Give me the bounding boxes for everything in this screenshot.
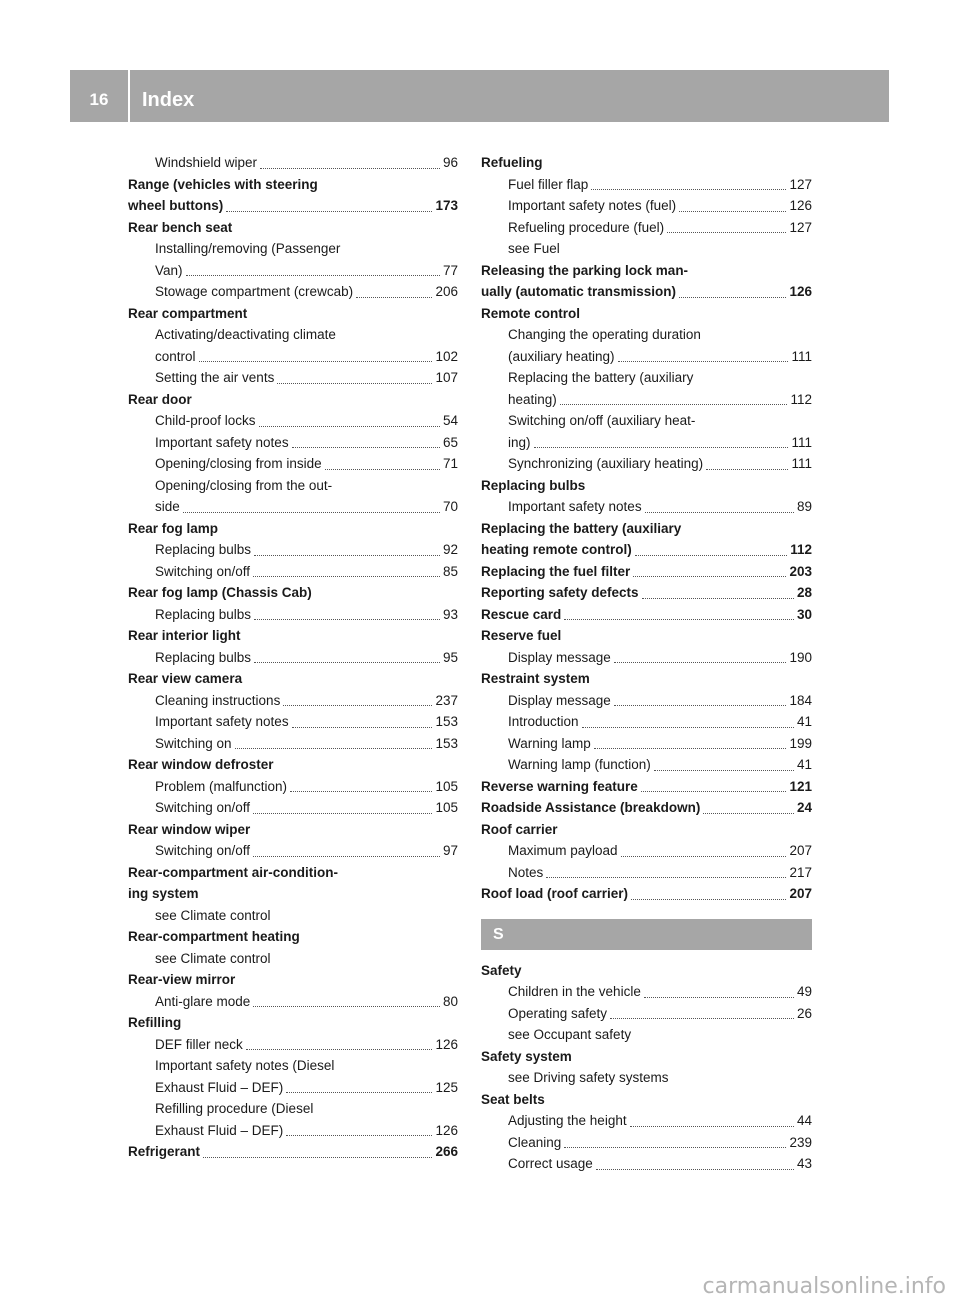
index-heading-entry bbox=[481, 819, 812, 841]
entry-text: Refilling bbox=[128, 1015, 182, 1030]
entry-text: Display message bbox=[508, 692, 611, 708]
dot-leader bbox=[199, 361, 433, 362]
index-heading-entry bbox=[128, 883, 458, 905]
index-sub-entry bbox=[128, 238, 458, 260]
entry-text: Rear-compartment heating bbox=[128, 929, 300, 944]
entry-text: Switching on/off (auxiliary heat- bbox=[508, 413, 696, 428]
entry-text: Adjusting the height bbox=[508, 1113, 627, 1128]
dot-leader bbox=[621, 856, 787, 857]
index-sub-entry[interactable] bbox=[128, 1034, 458, 1056]
entry-page-number[interactable]: 206 bbox=[435, 284, 458, 299]
entry-page-number[interactable]: 54 bbox=[442, 413, 458, 428]
index-sub-entry bbox=[481, 410, 812, 432]
dot-leader bbox=[645, 512, 794, 513]
entry-text: Reporting safety defects bbox=[481, 585, 639, 600]
index-sub-entry[interactable] bbox=[128, 496, 458, 518]
index-sub-entry[interactable] bbox=[481, 840, 812, 862]
entry-text: Switching on bbox=[155, 735, 232, 751]
index-heading-entry[interactable] bbox=[481, 582, 812, 604]
entry-text: wheel buttons) bbox=[128, 198, 224, 213]
entry-page-number[interactable]: 41 bbox=[796, 714, 812, 729]
dot-leader bbox=[277, 383, 432, 384]
entry-text: Van) bbox=[155, 262, 183, 278]
entry-text: Operating safety bbox=[508, 1005, 608, 1021]
entry-text: Correct usage bbox=[508, 1156, 593, 1171]
dot-leader bbox=[235, 748, 433, 749]
entry-text: Windshield wiper bbox=[155, 155, 258, 170]
entry-text: see Driving safety systems bbox=[508, 1070, 669, 1085]
index-sub-entry bbox=[481, 1067, 812, 1089]
dot-leader bbox=[203, 1157, 432, 1158]
entry-text: Rear bench seat bbox=[128, 219, 233, 235]
index-heading-entry bbox=[128, 582, 458, 604]
index-sub-entry bbox=[128, 324, 458, 346]
entry-page-number[interactable]: 127 bbox=[789, 219, 812, 235]
dot-leader bbox=[186, 275, 440, 276]
dot-leader bbox=[253, 856, 440, 857]
entry-text: Rear interior light bbox=[128, 628, 241, 643]
entry-text: Activating/deactivating climate bbox=[155, 327, 336, 342]
dot-leader bbox=[667, 232, 786, 233]
entry-page-number[interactable]: 96 bbox=[442, 155, 458, 170]
entry-text: Replacing the battery (auxiliary bbox=[481, 520, 682, 536]
entry-text: Rear window wiper bbox=[128, 821, 251, 837]
index-heading-entry bbox=[481, 152, 812, 174]
index-sub-entry bbox=[128, 948, 458, 970]
dot-leader bbox=[654, 770, 794, 771]
index-sub-entry[interactable] bbox=[128, 840, 458, 862]
entry-page-number[interactable]: 207 bbox=[789, 843, 812, 858]
dot-leader bbox=[703, 813, 794, 814]
entry-text: Seat belts bbox=[481, 1091, 545, 1107]
entry-page-number[interactable]: 153 bbox=[435, 714, 458, 729]
dot-leader bbox=[618, 361, 789, 362]
index-column-right bbox=[481, 152, 812, 1175]
index-heading-entry bbox=[128, 217, 458, 239]
dot-leader bbox=[635, 555, 787, 556]
dot-leader bbox=[560, 404, 788, 405]
index-sub-entry[interactable] bbox=[481, 647, 812, 669]
index-sub-entry[interactable] bbox=[128, 410, 458, 432]
index-sub-entry[interactable] bbox=[481, 754, 812, 776]
dot-leader bbox=[253, 576, 440, 577]
entry-page-number[interactable]: 121 bbox=[789, 778, 812, 794]
entry-page-number[interactable]: 266 bbox=[435, 1144, 458, 1159]
dot-leader bbox=[633, 576, 786, 577]
entry-page-number[interactable]: 207 bbox=[789, 886, 812, 901]
dot-leader bbox=[253, 1006, 440, 1007]
entry-text: ually (automatic transmission) bbox=[481, 284, 677, 299]
entry-text: Opening/closing from inside bbox=[155, 456, 322, 471]
index-sub-entry bbox=[481, 1024, 812, 1046]
index-heading-entry bbox=[481, 1089, 812, 1111]
section-title: Index bbox=[142, 89, 195, 111]
index-sub-entry[interactable] bbox=[481, 1132, 812, 1154]
entry-page-number[interactable]: 126 bbox=[435, 1036, 458, 1052]
index-sub-entry bbox=[128, 1055, 458, 1077]
entry-page-number[interactable]: 41 bbox=[796, 757, 812, 772]
entry-page-number[interactable]: 126 bbox=[789, 198, 812, 213]
index-heading-entry bbox=[128, 174, 458, 196]
index-sub-entry[interactable] bbox=[481, 690, 812, 712]
index-sub-entry bbox=[481, 238, 812, 260]
entry-text: Exhaust Fluid – DEF) bbox=[155, 1122, 284, 1138]
index-sub-entry[interactable] bbox=[128, 152, 458, 174]
index-sub-entry[interactable] bbox=[128, 260, 458, 282]
entry-text: Replacing bulbs bbox=[481, 477, 586, 493]
entry-page-number[interactable]: 125 bbox=[435, 1079, 458, 1095]
index-letter-heading: S bbox=[481, 919, 812, 950]
entry-page-number[interactable]: 126 bbox=[435, 1122, 458, 1138]
entry-text: Range (vehicles with steering bbox=[128, 176, 318, 192]
entry-text: Replacing the battery (auxiliary bbox=[508, 370, 694, 385]
index-sub-entry[interactable] bbox=[481, 981, 812, 1003]
index-heading-entry bbox=[128, 1012, 458, 1034]
index-sub-entry bbox=[128, 905, 458, 927]
watermark: carmanualsonline.info bbox=[702, 1274, 946, 1299]
entry-text: Rear door bbox=[128, 391, 192, 407]
entry-text: Rear fog lamp (Chassis Cab) bbox=[128, 585, 312, 600]
entry-page-number[interactable]: 80 bbox=[442, 993, 458, 1009]
entry-text: Safety bbox=[481, 962, 522, 978]
dot-leader bbox=[254, 555, 440, 556]
dot-leader bbox=[582, 727, 794, 728]
index-sub-entry bbox=[128, 475, 458, 497]
entry-page-number[interactable]: 239 bbox=[789, 1134, 812, 1150]
entry-text: Remote control bbox=[481, 305, 581, 321]
entry-text: Cleaning instructions bbox=[155, 692, 281, 708]
entry-text: Maximum payload bbox=[508, 843, 618, 858]
entry-text: Restraint system bbox=[481, 671, 590, 686]
dot-leader bbox=[706, 469, 788, 470]
dot-leader bbox=[614, 705, 787, 706]
dot-leader bbox=[610, 1018, 794, 1019]
entry-text: Fuel filler flap bbox=[508, 176, 589, 192]
dot-leader bbox=[534, 447, 789, 448]
entry-page-number[interactable]: 111 bbox=[791, 456, 812, 471]
entry-page-number[interactable]: 112 bbox=[790, 391, 812, 407]
dot-leader bbox=[286, 1092, 432, 1093]
entry-page-number[interactable]: 217 bbox=[789, 864, 812, 880]
index-sub-entry[interactable] bbox=[481, 711, 812, 733]
index-sub-entry[interactable] bbox=[128, 346, 458, 368]
index-sub-entry[interactable] bbox=[128, 561, 458, 583]
dot-leader bbox=[290, 791, 432, 792]
index-column-left bbox=[128, 152, 458, 1163]
entry-text: Reverse warning feature bbox=[481, 778, 638, 794]
index-heading-entry bbox=[481, 960, 812, 982]
entry-text: Replacing bulbs bbox=[155, 606, 252, 622]
index-sub-entry[interactable] bbox=[128, 367, 458, 389]
entry-text: Important safety notes (fuel) bbox=[508, 198, 677, 213]
index-sub-entry[interactable] bbox=[481, 496, 812, 518]
entry-text: Refilling procedure (Diesel bbox=[155, 1101, 314, 1116]
dot-leader bbox=[641, 791, 787, 792]
index-sub-entry[interactable] bbox=[481, 217, 812, 239]
entry-text: Switching on/off bbox=[155, 800, 251, 815]
entry-text: Warning lamp bbox=[508, 735, 591, 751]
dot-leader bbox=[226, 211, 432, 212]
dot-leader bbox=[644, 997, 794, 998]
entry-text: Rear-compartment air-condition- bbox=[128, 864, 339, 880]
index-heading-entry[interactable] bbox=[481, 604, 812, 626]
entry-text: Replacing bulbs bbox=[155, 542, 252, 557]
entry-text: Roof carrier bbox=[481, 821, 558, 837]
index-heading-entry bbox=[481, 303, 812, 325]
entry-page-number[interactable]: 127 bbox=[789, 176, 812, 192]
index-sub-entry[interactable] bbox=[481, 862, 812, 884]
dot-leader bbox=[356, 297, 432, 298]
entry-text: Safety system bbox=[481, 1048, 572, 1064]
index-sub-entry[interactable] bbox=[128, 432, 458, 454]
index-sub-entry[interactable] bbox=[481, 453, 812, 475]
entry-page-number[interactable]: 105 bbox=[435, 800, 458, 815]
entry-page-number[interactable]: 44 bbox=[796, 1113, 812, 1128]
index-sub-entry[interactable] bbox=[481, 733, 812, 755]
entry-text: Warning lamp (function) bbox=[508, 757, 651, 772]
entry-page-number[interactable]: 92 bbox=[442, 542, 458, 557]
entry-text: ing) bbox=[508, 434, 531, 450]
entry-text: Problem (malfunction) bbox=[155, 778, 288, 794]
entry-text: DEF filler neck bbox=[155, 1036, 243, 1052]
index-sub-entry[interactable] bbox=[481, 389, 812, 411]
entry-text: Installing/removing (Passenger bbox=[155, 241, 341, 256]
index-heading-entry bbox=[481, 518, 812, 540]
entry-text: Introduction bbox=[508, 714, 579, 729]
index-heading-entry[interactable] bbox=[128, 195, 458, 217]
entry-page-number[interactable]: 184 bbox=[789, 692, 812, 708]
index-heading-entry bbox=[481, 260, 812, 282]
index-heading-entry bbox=[128, 625, 458, 647]
entry-text: Notes bbox=[508, 864, 544, 880]
index-heading-entry bbox=[481, 475, 812, 497]
entry-text: Roof load (roof carrier) bbox=[481, 886, 629, 901]
entry-text: Important safety notes bbox=[155, 714, 289, 729]
entry-text: ing system bbox=[128, 886, 199, 901]
dot-leader bbox=[679, 297, 786, 298]
index-sub-entry[interactable] bbox=[128, 797, 458, 819]
entry-page-number[interactable]: 93 bbox=[442, 606, 458, 622]
dot-leader bbox=[325, 469, 440, 470]
index-heading-entry bbox=[128, 754, 458, 776]
entry-page-number[interactable]: 49 bbox=[796, 984, 812, 999]
entry-text: Replacing bulbs bbox=[155, 649, 252, 665]
index-sub-entry[interactable] bbox=[128, 711, 458, 733]
dot-leader bbox=[246, 1049, 433, 1050]
entry-page-number[interactable]: 199 bbox=[789, 735, 812, 751]
index-heading-entry[interactable] bbox=[481, 539, 812, 561]
entry-text: Refueling procedure (fuel) bbox=[508, 219, 665, 235]
dot-leader bbox=[183, 512, 440, 513]
entry-page-number[interactable]: 153 bbox=[435, 735, 458, 751]
entry-text: Display message bbox=[508, 649, 611, 665]
entry-text: heating remote control) bbox=[481, 542, 632, 557]
entry-page-number[interactable]: 112 bbox=[790, 542, 812, 557]
dot-leader bbox=[292, 447, 440, 448]
entry-text: see Climate control bbox=[155, 950, 271, 966]
entry-page-number[interactable]: 237 bbox=[435, 692, 458, 708]
entry-page-number[interactable]: 89 bbox=[796, 499, 812, 514]
index-heading-entry bbox=[481, 625, 812, 647]
entry-text: Important safety notes (Diesel bbox=[155, 1058, 335, 1073]
dot-leader bbox=[596, 1169, 794, 1170]
index-sub-entry[interactable] bbox=[128, 453, 458, 475]
entry-page-number[interactable]: 85 bbox=[442, 563, 458, 579]
entry-text: Children in the vehicle bbox=[508, 984, 641, 999]
entry-text: (auxiliary heating) bbox=[508, 348, 615, 364]
entry-page-number[interactable]: 97 bbox=[442, 843, 458, 858]
entry-page-number[interactable]: 77 bbox=[442, 262, 458, 278]
entry-text: Replacing the fuel filter bbox=[481, 563, 631, 579]
entry-text: control bbox=[155, 348, 196, 364]
index-heading-entry bbox=[128, 668, 458, 690]
index-sub-entry[interactable] bbox=[128, 539, 458, 561]
entry-page-number[interactable]: 28 bbox=[796, 585, 812, 600]
entry-page-number[interactable]: 65 bbox=[442, 434, 458, 450]
dot-leader bbox=[546, 877, 786, 878]
index-heading-entry[interactable] bbox=[481, 797, 812, 819]
entry-text: Reserve fuel bbox=[481, 628, 562, 643]
index-heading-entry[interactable] bbox=[481, 883, 812, 905]
index-sub-entry[interactable] bbox=[128, 604, 458, 626]
index-sub-entry[interactable] bbox=[481, 174, 812, 196]
entry-page-number[interactable]: 71 bbox=[442, 456, 458, 471]
entry-page-number[interactable]: 70 bbox=[442, 499, 458, 514]
entry-text: side bbox=[155, 499, 180, 514]
index-sub-entry[interactable] bbox=[481, 346, 812, 368]
index-heading-entry[interactable] bbox=[481, 281, 812, 303]
entry-text: Changing the operating duration bbox=[508, 327, 701, 342]
entry-page-number[interactable]: 203 bbox=[789, 563, 812, 579]
index-heading-entry bbox=[481, 668, 812, 690]
entry-text: Rear view camera bbox=[128, 671, 243, 686]
dot-leader bbox=[564, 1147, 786, 1148]
entry-text: heating) bbox=[508, 391, 557, 407]
index-heading-entry bbox=[128, 303, 458, 325]
entry-text: Cleaning bbox=[508, 1134, 562, 1150]
entry-page-number[interactable]: 102 bbox=[435, 348, 458, 364]
entry-page-number[interactable]: 26 bbox=[796, 1005, 812, 1021]
entry-text: Refueling bbox=[481, 155, 543, 170]
entry-text: Exhaust Fluid – DEF) bbox=[155, 1079, 284, 1095]
dot-leader bbox=[614, 662, 787, 663]
index-sub-entry[interactable] bbox=[128, 991, 458, 1013]
entry-page-number[interactable]: 43 bbox=[796, 1156, 812, 1171]
index-sub-entry[interactable] bbox=[128, 1077, 458, 1099]
dot-leader bbox=[283, 705, 432, 706]
entry-text: Child-proof locks bbox=[155, 413, 256, 428]
index-sub-entry bbox=[128, 1098, 458, 1120]
index-sub-entry[interactable] bbox=[481, 1110, 812, 1132]
entry-text: see Occupant safety bbox=[508, 1027, 632, 1042]
index-sub-entry[interactable] bbox=[128, 733, 458, 755]
entry-page-number[interactable]: 24 bbox=[796, 800, 812, 815]
dot-leader bbox=[642, 598, 794, 599]
index-sub-entry[interactable] bbox=[128, 690, 458, 712]
dot-leader bbox=[594, 748, 787, 749]
entry-text: Switching on/off bbox=[155, 563, 251, 579]
dot-leader bbox=[260, 168, 440, 169]
dot-leader bbox=[286, 1135, 432, 1136]
dot-leader bbox=[254, 619, 440, 620]
entry-page-number[interactable]: 95 bbox=[442, 649, 458, 665]
index-sub-entry bbox=[481, 367, 812, 389]
entry-text: Rear fog lamp bbox=[128, 520, 219, 536]
dot-leader bbox=[292, 727, 433, 728]
index-heading-entry[interactable] bbox=[481, 561, 812, 583]
entry-text: Switching on/off bbox=[155, 843, 251, 858]
entry-page-number[interactable]: 173 bbox=[435, 198, 458, 213]
entry-text: Setting the air vents bbox=[155, 370, 275, 385]
entry-text: Rear window defroster bbox=[128, 757, 274, 772]
dot-leader bbox=[631, 899, 786, 900]
entry-text: Important safety notes bbox=[508, 499, 642, 514]
index-heading-entry bbox=[128, 819, 458, 841]
dot-leader bbox=[630, 1126, 794, 1127]
entry-text: Releasing the parking lock man- bbox=[481, 262, 689, 278]
dot-leader bbox=[254, 662, 440, 663]
index-sub-entry[interactable] bbox=[128, 776, 458, 798]
index-sub-entry[interactable] bbox=[481, 432, 812, 454]
index-sub-entry[interactable] bbox=[481, 1003, 812, 1025]
index-heading-entry bbox=[128, 862, 458, 884]
entry-page-number[interactable]: 111 bbox=[791, 348, 812, 364]
entry-page-number[interactable]: 111 bbox=[791, 434, 812, 450]
entry-text: see Climate control bbox=[155, 907, 271, 923]
index-sub-entry[interactable] bbox=[128, 1120, 458, 1142]
index-heading-entry[interactable] bbox=[481, 776, 812, 798]
dot-leader bbox=[253, 813, 432, 814]
dot-leader bbox=[564, 619, 794, 620]
entry-text: Rear compartment bbox=[128, 305, 248, 321]
index-heading-entry bbox=[128, 969, 458, 991]
dot-leader bbox=[591, 189, 786, 190]
entry-page-number[interactable]: 105 bbox=[435, 778, 458, 794]
entry-text: Rear-view mirror bbox=[128, 972, 236, 987]
index-sub-entry[interactable] bbox=[128, 647, 458, 669]
index-heading-entry[interactable] bbox=[128, 1141, 458, 1163]
header-divider bbox=[128, 70, 130, 122]
dot-leader bbox=[259, 426, 440, 427]
entry-text: Important safety notes bbox=[155, 434, 289, 450]
dot-leader bbox=[679, 211, 786, 212]
entry-text: Stowage compartment (crewcab) bbox=[155, 284, 354, 299]
entry-page-number[interactable]: 126 bbox=[789, 284, 812, 299]
entry-text: Roadside Assistance (breakdown) bbox=[481, 800, 701, 815]
index-heading-entry bbox=[128, 389, 458, 411]
index-sub-entry[interactable] bbox=[481, 1153, 812, 1175]
index-sub-entry[interactable] bbox=[128, 281, 458, 303]
entry-page-number[interactable]: 190 bbox=[789, 649, 812, 665]
index-heading-entry bbox=[128, 926, 458, 948]
entry-page-number[interactable]: 30 bbox=[796, 606, 812, 622]
entry-text: Rescue card bbox=[481, 606, 562, 622]
entry-text: Opening/closing from the out- bbox=[155, 477, 333, 493]
index-heading-entry bbox=[481, 1046, 812, 1068]
entry-text: Anti-glare mode bbox=[155, 993, 251, 1009]
index-sub-entry bbox=[481, 324, 812, 346]
entry-text: Synchronizing (auxiliary heating) bbox=[508, 456, 704, 471]
entry-text: Refrigerant bbox=[128, 1144, 201, 1159]
index-sub-entry[interactable] bbox=[481, 195, 812, 217]
entry-text: see Fuel bbox=[508, 241, 560, 256]
index-heading-entry bbox=[128, 518, 458, 540]
page-number: 16 bbox=[89, 90, 109, 109]
entry-page-number[interactable]: 107 bbox=[435, 370, 458, 385]
